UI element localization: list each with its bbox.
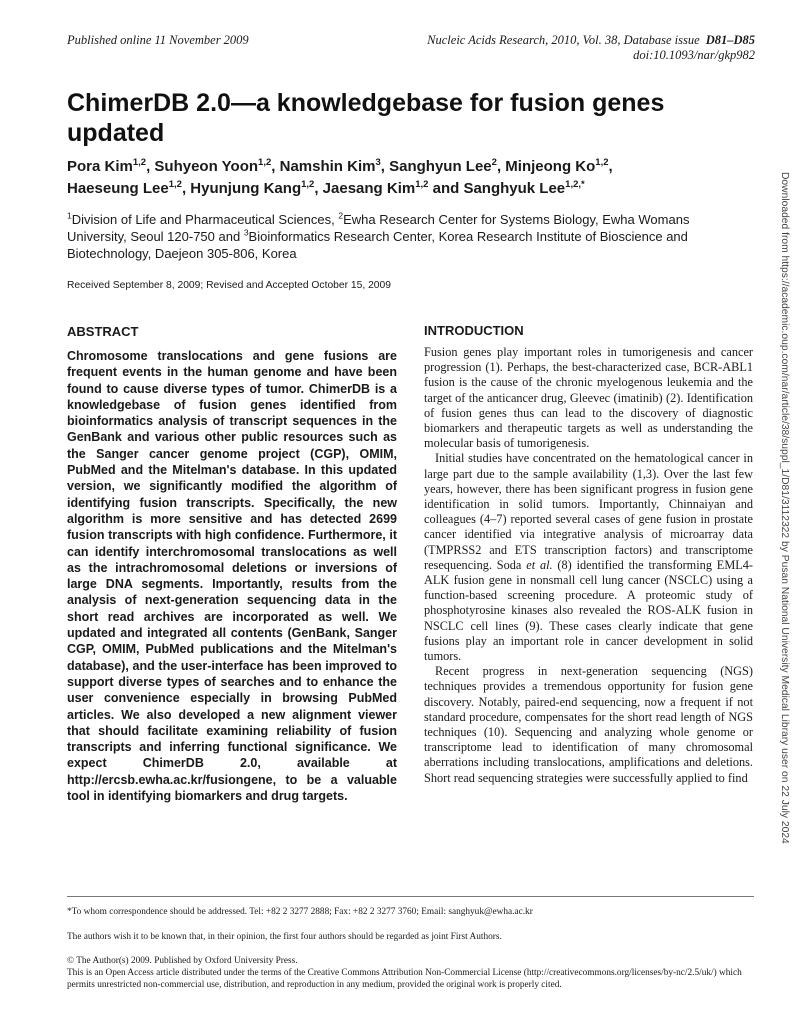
abstract-heading: ABSTRACT xyxy=(67,324,139,339)
introduction-text xyxy=(424,345,753,786)
author: Minjeong Ko$^{1,2}$, xyxy=(505,157,613,175)
correspondence-footnote: *To whom correspondence should be addressed. Tel: +82 2 3277 2888; Fax: +82 2 3277 3760; Email: sanghyuk@ewha.ac.kr xyxy=(67,907,533,917)
license-footnote xyxy=(67,955,757,991)
author: Suhyeon Yoon$^{1,2}$, xyxy=(154,157,280,175)
footnote-rule xyxy=(67,896,754,897)
article-title: ChimerDB 2.0—a knowledgebase for fusion genes updated xyxy=(67,89,665,147)
author: Namshin Kim$^3$, xyxy=(279,157,390,175)
author: Pora Kim$^{1,2}$, xyxy=(67,157,155,175)
affiliations: $^1$Division of Life and Pharmaceutical Sciences, $^2$Ewha Research Center for Systems Biology, Ewha Womans University, Seoul 120-750 and $^3$Bioinformatics Research Center, Korea Research Institute of Bioscience and Biotechnology, Daejeon 305-806, Korea xyxy=(67,210,690,261)
introduction-heading: INTRODUCTION xyxy=(424,323,524,338)
intro-paragraph: Fusion genes play important roles in tumorigenesis and cancer progression (1). Perhaps, the best-characterized case, BCR-ABL1 fusion is the cause of the chronic myelogenous leukemia and the target of the anticancer drug, Gleevec (imatinib) (2). Identification of fusion genes thus can lead to the discovery of diagnostic biomarkers and therapeutic targets as well as understanding the molecular basis of tumorigenesis. xyxy=(424,345,753,451)
doi: doi:10.1093/nar/gkp982 xyxy=(633,48,755,62)
author: Haeseung Lee$^{1,2}$, xyxy=(67,179,191,197)
download-watermark: Downloaded from https://academic.oup.com/nar/article/38/suppl_1/D81/3112322 by Pusan National University Medical Library user on 22 July 2024 xyxy=(779,172,790,844)
running-header-left: Published online 11 November 2009 xyxy=(67,33,249,47)
author: Sanghyuk Lee$^{1,2,*}$ xyxy=(463,179,585,197)
copyright-line: © The Author(s) 2009. Published by Oxford University Press. xyxy=(67,956,298,966)
running-header-right xyxy=(427,33,755,63)
license-text: This is an Open Access article distributed under the terms of the Creative Commons Attribution Non-Commercial License (http://creativecommons.org/licenses/by-nc/2.5/uk/) which permits unrestricted non-commercial use, distribution, and reproduction in any medium, provided the original work is properly cited. xyxy=(67,968,742,990)
author: Jaesang Kim$^{1,2}$ and xyxy=(322,179,464,197)
journal-citation: Nucleic Acids Research, 2010, Vol. 38, Database issue xyxy=(427,33,700,47)
intro-paragraph: Recent progress in next-generation sequencing (NGS) techniques provides a tremendous opportunity for fusion gene discovery. Notably, paired-end sequencing, now a frequent if not standard procedure, compensates for the short read length of NGS techniques (10). Sequencing and analyzing whole genome or transcriptome lead to identification of many chromosomal aberrations including translocations, amplifications and deletions. Short read sequencing strategies were successfully applied to find xyxy=(424,664,753,785)
intro-paragraph: Initial studies have concentrated on the hematological cancer in large part due to the sample availability (1,3). Over the last few years, however, there has been significant progress in fusion gene identification in solid tumors. Importantly, Chinnaiyan and colleagues (4–7) reported several cases of gene fusion in prostate cancer identified via integrative analysis of microarray data (TMPRSS2 and ETS transcription factors) and transcriptome resequencing. Soda et al. (8) identified the transforming EML4-ALK fusion gene in nonsmall cell lung cancer (NSCLC) using a function-based screening procedure. A proteomic study of phosphotyrosine kinases also revealed the ROS-ALK fusion in NSCLC cell lines (9). These cases clearly indicate that gene fusions play an important role in cancer development in solid tumors. xyxy=(424,451,754,664)
abstract-text: Chromosome translocations and gene fusions are frequent events in the human genome and have been found to cause diverse types of tumor. ChimerDB is a knowledgebase of fusion genes identified from bioinformatics analysis of transcript sequences in the GenBank and various other public resources such as the Sanger cancer genome project (CGP), OMIM, PubMed and the Mitelman's database. In this updated version, we significantly modified the algorithm of identifying fusion transcripts. Specifically, the new algorithm is more sensitive and has detected 2699 fusion transcripts with high confidence. Furthermore, it can identify interchromosomal translocations as well as the intrachromosomal deletions or inversions of large DNA segments. Importantly, results from the analysis of next-generation sequencing data in the short read archives are incorporated as well. We updated and integrated all contents (GenBank, Sanger CGP, OMIM, PubMed publications and the Mitelman's database), and the user-interface has been improved to support diverse types of searches and to enhance the user convenience especially in browsing PubMed articles. We also developed a new alignment viewer that should facilitate examining reliability of fusion transcripts and inferring functional significance. We expect ChimerDB 2.0, available at http://ercsb.ewha.ac.kr/fusiongene, to be a valuable tool in identifying biomarkers and drug targets. xyxy=(67,349,397,804)
author-list xyxy=(67,156,757,200)
received-dates: Received September 8, 2009; Revised and Accepted October 15, 2009 xyxy=(67,280,391,291)
page-range: D81–D85 xyxy=(705,33,755,47)
joint-authors-footnote: The authors wish it to be known that, in their opinion, the first four authors should be regarded as joint First Authors. xyxy=(67,932,502,942)
author: Hyunjung Kang$^{1,2}$, xyxy=(190,179,323,197)
author: Sanghyun Lee$^2$, xyxy=(389,157,506,175)
